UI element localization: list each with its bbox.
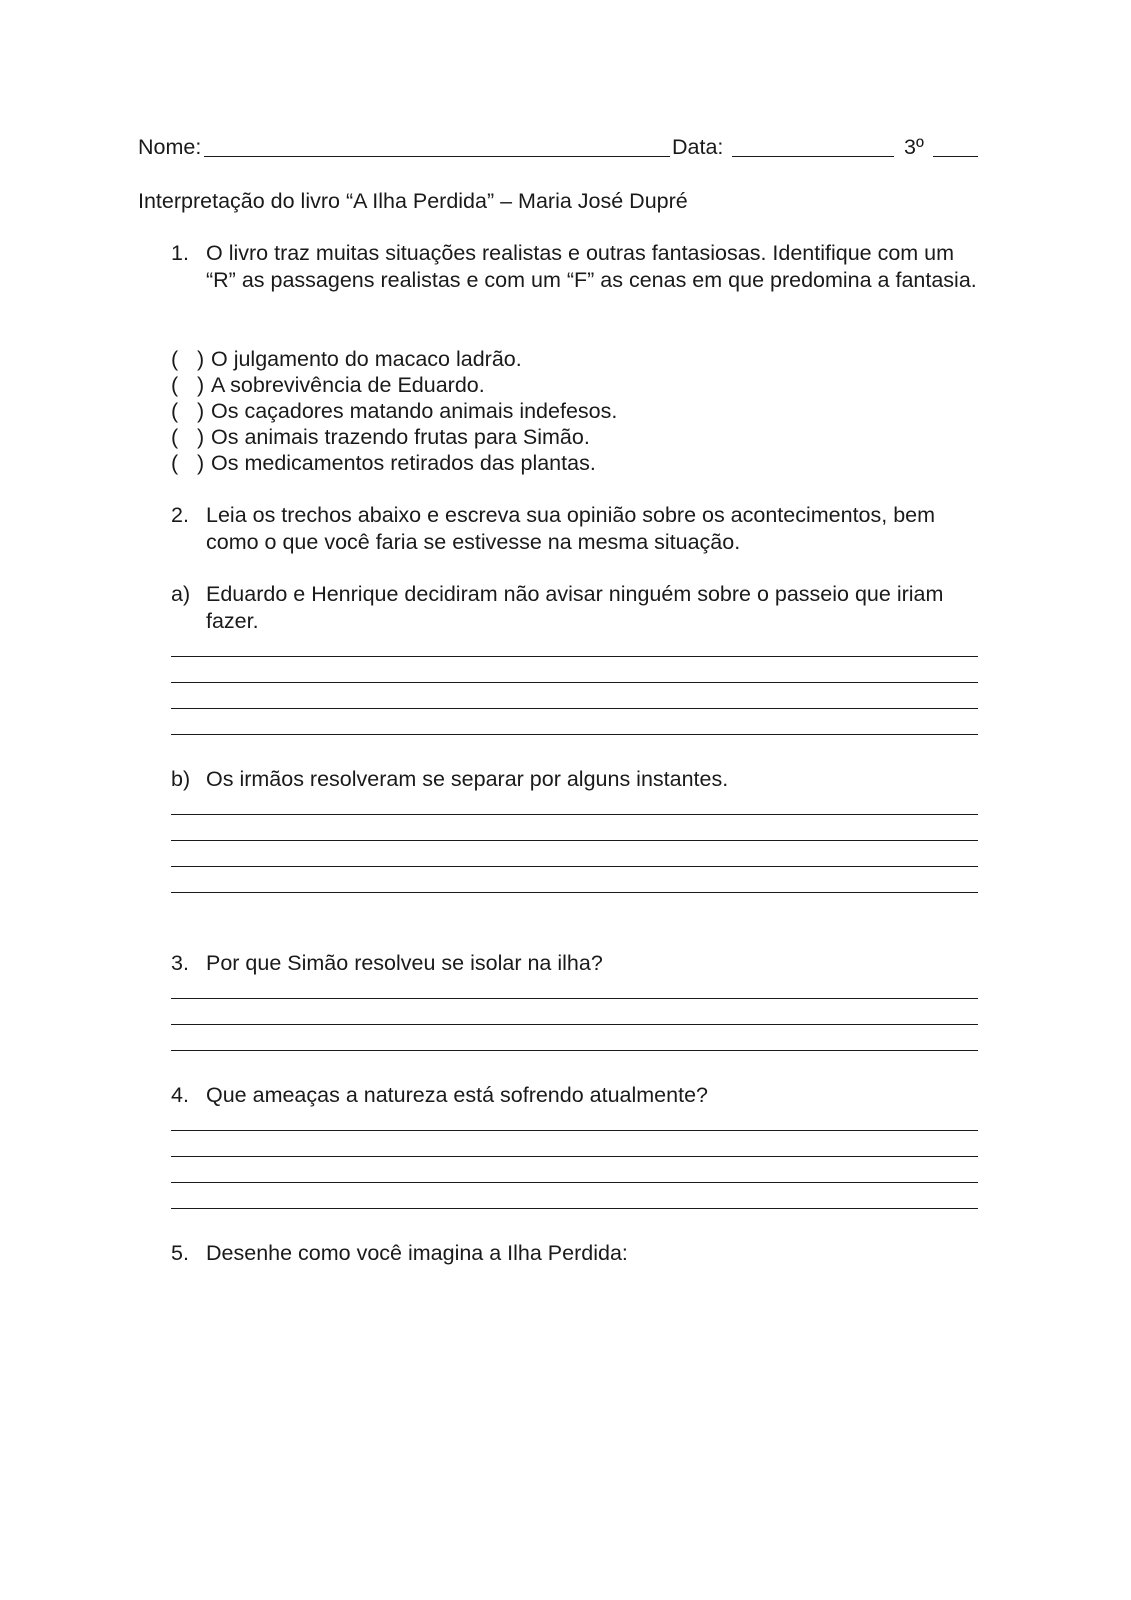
- q3-text: Por que Simão resolveu se isolar na ilha?: [206, 951, 603, 975]
- answer-line[interactable]: [171, 1130, 978, 1131]
- q4-number: 4.: [171, 1083, 189, 1107]
- q1-item-text: Os animais trazendo frutas para Simão.: [211, 425, 590, 449]
- checkbox-close: ): [197, 451, 205, 475]
- q5-text: Desenhe como você imagina a Ilha Perdida:: [206, 1241, 628, 1265]
- checkbox-open: (: [171, 399, 179, 423]
- answer-line[interactable]: [171, 814, 978, 815]
- checkbox-open: (: [171, 347, 179, 371]
- answer-line[interactable]: [171, 1050, 978, 1051]
- answer-line[interactable]: [171, 840, 978, 841]
- answer-line[interactable]: [171, 1024, 978, 1025]
- checkbox-close: ): [197, 425, 205, 449]
- answer-line[interactable]: [171, 656, 978, 657]
- checkbox-close: ): [197, 399, 205, 423]
- date-label: Data:: [672, 135, 724, 159]
- date-field[interactable]: [732, 156, 894, 157]
- answer-line[interactable]: [171, 1182, 978, 1183]
- answer-line[interactable]: [171, 866, 978, 867]
- answer-line[interactable]: [171, 734, 978, 735]
- checkbox-open: (: [171, 425, 179, 449]
- checkbox-close: ): [197, 347, 205, 371]
- answer-line[interactable]: [171, 1208, 978, 1209]
- answer-line[interactable]: [171, 682, 978, 683]
- checkbox-close: ): [197, 373, 205, 397]
- answer-line[interactable]: [171, 708, 978, 709]
- grade-label: 3º: [904, 135, 924, 159]
- q1-item-text: Os medicamentos retirados das plantas.: [211, 451, 596, 475]
- q1-item-text: A sobrevivência de Eduardo.: [211, 373, 485, 397]
- drawing-area[interactable]: [171, 1280, 978, 1540]
- q4-text: Que ameaças a natureza está sofrendo atualmente?: [206, 1083, 708, 1107]
- q2a-label: a): [171, 582, 191, 606]
- q1-text: O livro traz muitas situações realistas e outras fantasiosas. Identifique com um “R” as passagens realistas e com um “F” as cenas em que predomina a fantasia.: [206, 241, 977, 292]
- q3-number: 3.: [171, 951, 189, 975]
- answer-line[interactable]: [171, 998, 978, 999]
- q2-text: Leia os trechos abaixo e escreva sua opinião sobre os acontecimentos, bem como o que você faria se estivesse na mesma situação.: [206, 503, 936, 554]
- answer-line[interactable]: [171, 892, 978, 893]
- q1-item-text: Os caçadores matando animais indefesos.: [211, 399, 618, 423]
- header-row: [138, 134, 978, 164]
- q2-number: 2.: [171, 503, 189, 527]
- q2b-text: Os irmãos resolveram se separar por alguns instantes.: [206, 767, 729, 791]
- q5-number: 5.: [171, 1241, 189, 1265]
- q2b-label: b): [171, 767, 191, 791]
- answer-line[interactable]: [171, 1156, 978, 1157]
- q1-item-text: O julgamento do macaco ladrão.: [211, 347, 522, 371]
- q2a-text: Eduardo e Henrique decidiram não avisar ninguém sobre o passeio que iriam fazer.: [206, 582, 944, 633]
- checkbox-open: (: [171, 451, 179, 475]
- checkbox-open: (: [171, 373, 179, 397]
- worksheet-title: Interpretação do livro “A Ilha Perdida” – Maria José Dupré: [138, 189, 688, 213]
- grade-field[interactable]: [933, 156, 978, 157]
- name-label: Nome:: [138, 135, 202, 159]
- q1-number: 1.: [171, 241, 189, 265]
- name-field[interactable]: [204, 156, 670, 157]
